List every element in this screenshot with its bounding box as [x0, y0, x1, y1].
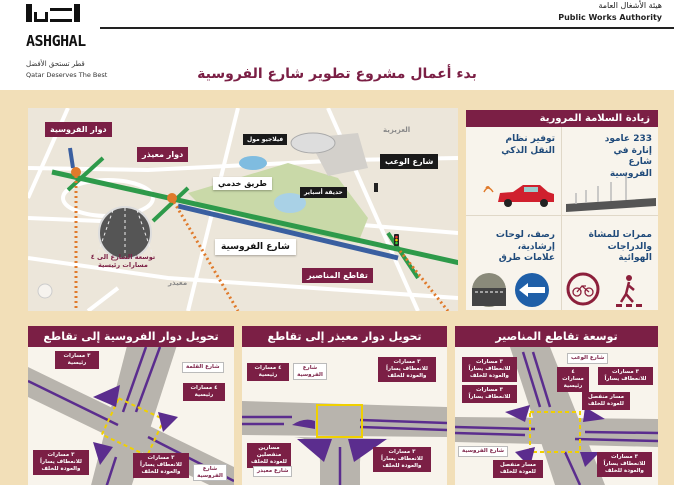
label-turn-lanes-top-right: ٣ مسارات للانعطاف يساراً	[598, 367, 653, 385]
label-waab-street: شارع الوعب	[380, 154, 438, 169]
label-qalama-street: شارع القلمة	[182, 362, 224, 373]
authority-ar: هيئة الأشغال العامة	[598, 1, 662, 10]
label-furousiya-street: شارع الفروسية	[293, 363, 327, 380]
authority-en: Public Works Authority	[558, 13, 662, 22]
label-furousiya-street: شارع الفروسية	[458, 446, 508, 457]
safety-item-road-signs: رصف، لوحات إرشادية، علامات طرق	[495, 230, 555, 264]
safety-divider-h	[466, 215, 658, 216]
label-muaither: معيذر	[168, 279, 188, 287]
traffic-light-icon-small	[374, 183, 378, 192]
label-muaither-street: شارع معيذر	[253, 466, 292, 477]
label-muaither-roundabout: دوار معيذر	[137, 147, 188, 162]
label-aspire-park: حديقة أسباير	[300, 187, 347, 198]
label-manaseer-intersection: تقاطع المناصير	[302, 268, 373, 283]
header-divider	[100, 27, 674, 29]
panel-muaither-roundabout	[242, 326, 447, 485]
muaither-roundabout-marker	[167, 193, 177, 203]
stadium	[291, 133, 335, 153]
label-main-lanes-4: ٤ مسارات رئيسية	[247, 363, 289, 381]
safety-divider-v	[561, 127, 562, 310]
ashghal-logo	[26, 4, 106, 64]
label-service-road: طريق خدمي	[213, 177, 272, 190]
label-separate-return-lane-bottom: مسار منفصل للعودة للخلف	[493, 460, 543, 478]
label-turn-lanes-bottom: ٣ مسارات للانعطاف يساراً والعودة للخلف	[373, 447, 431, 472]
safety-item-lighting: 233 عامود إنارة في شارع الفروسية	[604, 134, 652, 180]
label-widening: توسعة الشارع الى ٤ مسارات رئيسية	[90, 253, 156, 270]
label-separate-return-lane-right: مسار منفصل للعودة للخلف	[582, 392, 630, 410]
label-main-lanes-4: ٤ مسارات رئيسية	[557, 367, 589, 392]
label-separate-return-lanes: مسارين منفصلين للعودة للخلف	[247, 443, 291, 468]
label-turn-lanes-right: ٣ مسارات للانعطاف يساراً والعودة للخلف	[133, 453, 189, 478]
label-villaggio-mall: فيلاجيو مول	[243, 134, 287, 145]
label-furousiya-street: شارع الفروسية	[193, 464, 227, 481]
safety-item-pedestrian-bike: ممرات للمشاة والدراجات الهوائية	[588, 230, 652, 264]
label-turn-lanes-left: ٣ مسارات للانعطاف يساراً والعودة للخلف	[33, 450, 89, 475]
tagline-ar: قطر تستحق الأفضل	[26, 60, 85, 68]
street-lights-icon	[566, 172, 656, 212]
traffic-safety-panel	[466, 110, 658, 310]
compass-icon	[38, 284, 52, 298]
label-turn-lanes-top: ٣ مسارات للانعطاف يساراً والعودة للخلف	[378, 357, 436, 382]
panel-furousiya-roundabout	[28, 326, 234, 485]
panel-manaseer-intersection	[455, 326, 658, 485]
road-sign-icon	[472, 272, 557, 308]
traffic-light-icon	[394, 234, 399, 246]
furousiya-roundabout-marker	[71, 167, 81, 177]
logo-latin: ASHGHAL	[26, 32, 106, 50]
pedestrian-bicycle-icon	[566, 272, 656, 308]
label-turn-lanes-top-left: ٣ مسارات للانعطاف يساراً والعودة للخلف	[462, 357, 517, 382]
safety-title: زيادة السلامة المرورية	[466, 110, 658, 127]
page-title: بدء أعمال مشروع تطوير شارع الفروسية	[197, 66, 477, 82]
panel-title: تحويل دوار معيذر إلى تقاطع	[242, 326, 447, 347]
label-aziziya: العزيزية	[383, 126, 411, 134]
label-turn-lanes-left: ٣ مسارات للانعطاف يساراً	[462, 385, 517, 403]
label-furousiya-roundabout: دوار الفروسية	[45, 122, 112, 137]
label-turn-lanes-bottom-right: ٣ مسارات للانعطاف يساراً والعودة للخلف	[597, 452, 652, 477]
water-feature	[239, 156, 267, 170]
label-waab-street: شارع الوعب	[567, 353, 608, 364]
logo-arabic-mark	[26, 4, 106, 22]
label-furousiya-street: شارع الفروسية	[215, 239, 296, 255]
route-map	[28, 108, 458, 311]
tagline-en: Qatar Deserves The Best	[26, 71, 108, 79]
label-main-lanes-4: ٤ مسارات رئيسية	[183, 383, 225, 401]
label-main-lanes-3: ٣ مسارات رئيسية	[55, 351, 99, 369]
panel-title: توسعة تقاطع المناصير	[455, 326, 658, 347]
panel-title: تحويل دوار الفروسية إلى تقاطع	[28, 326, 234, 347]
smart-car-icon	[478, 180, 558, 210]
safety-item-smart-transport: توفير نظام النقل الذكي	[501, 134, 555, 156]
